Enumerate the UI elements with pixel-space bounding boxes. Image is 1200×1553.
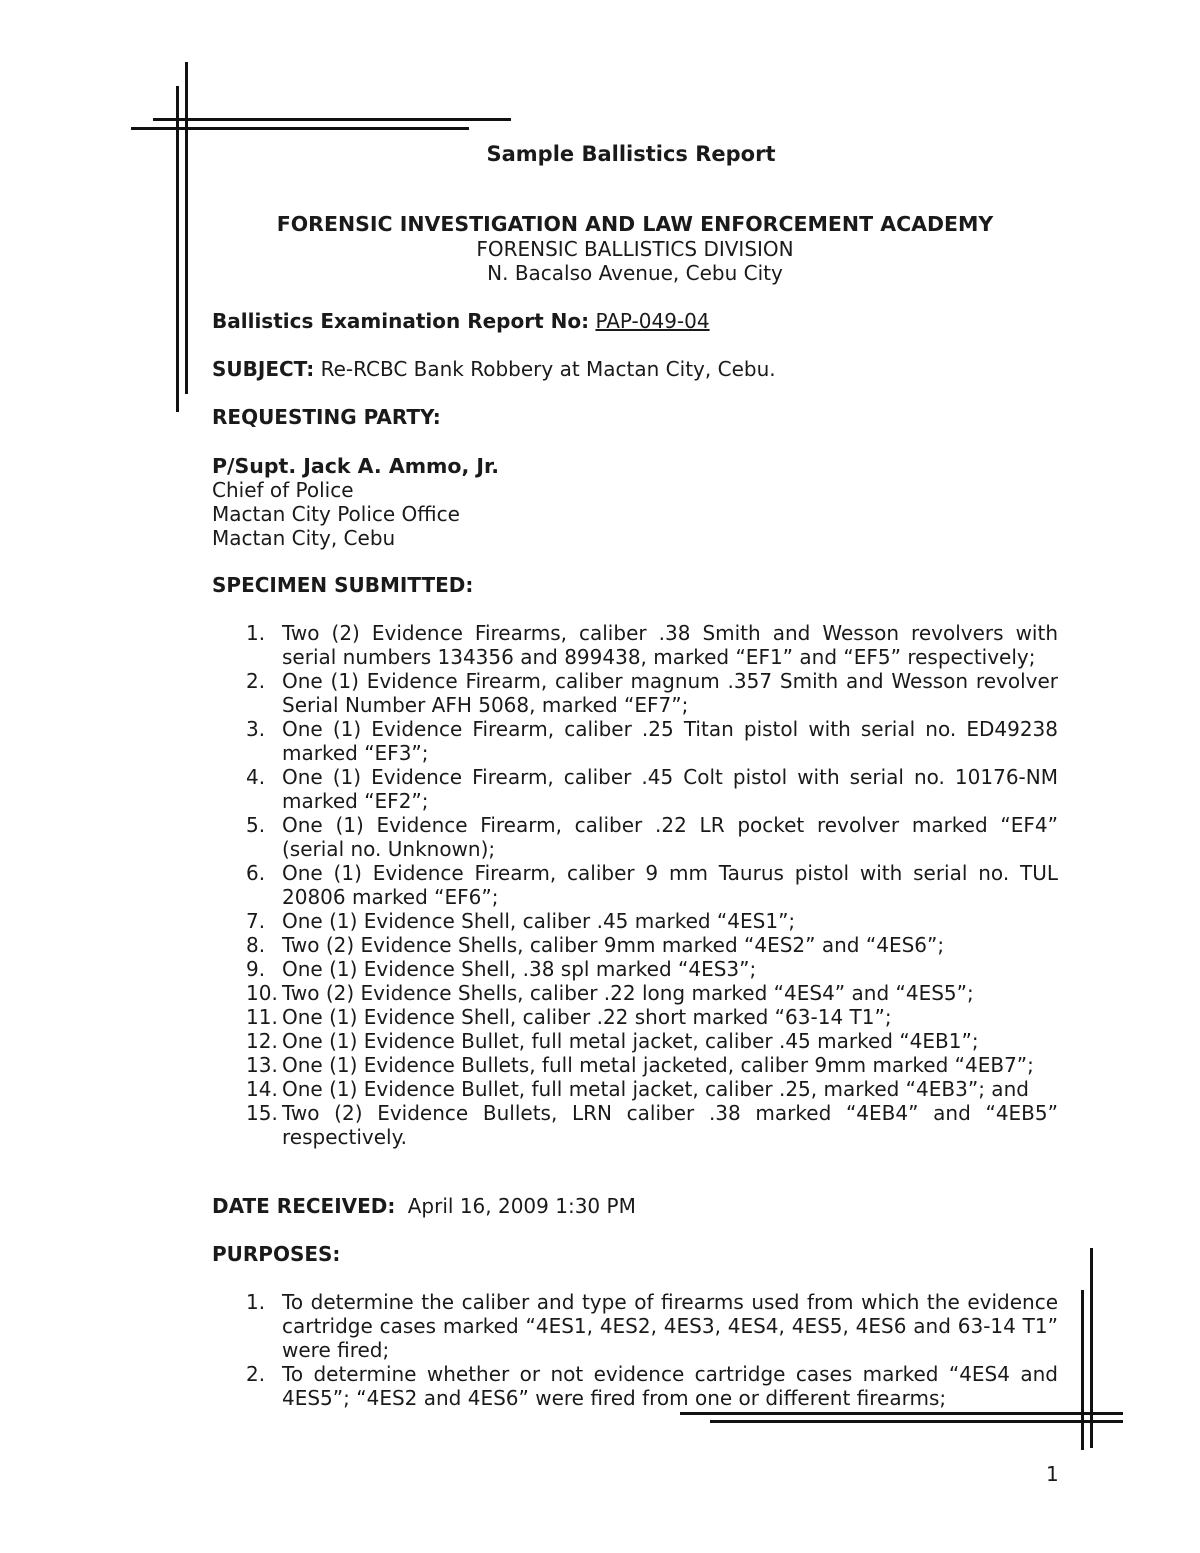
report-number-line bbox=[212, 309, 710, 333]
report-number: PAP-049-04 bbox=[595, 309, 710, 333]
subject-text: Re-RCBC Bank Robbery at Mactan City, Cebu. bbox=[320, 357, 776, 381]
date-received-line bbox=[212, 1194, 636, 1218]
specimen-item-number: 9. bbox=[246, 957, 266, 981]
specimen-item bbox=[0, 1077, 1058, 1101]
specimen-item bbox=[0, 1101, 1058, 1149]
specimen-item bbox=[0, 861, 1058, 909]
purpose-item-number: 1. bbox=[246, 1290, 266, 1314]
division-name: FORENSIC BALLISTICS DIVISION bbox=[476, 237, 794, 261]
specimen-item-text: One (1) Evidence Firearm, caliber 9 mm Taurus pistol with serial no. TUL 20806 marked “EF6”; bbox=[282, 861, 1058, 909]
corner-decoration-bottom-right-horizontal-2 bbox=[710, 1420, 1123, 1423]
specimen-item-number: 3. bbox=[246, 717, 266, 741]
specimen-item-number: 11. bbox=[246, 1005, 278, 1029]
report-number-label: Ballistics Examination Report No: bbox=[212, 309, 590, 333]
specimen-item-number: 15. bbox=[246, 1101, 278, 1125]
specimen-item-number: 6. bbox=[246, 861, 266, 885]
specimen-item bbox=[0, 933, 1058, 957]
address: N. Bacalso Avenue, Cebu City bbox=[487, 261, 783, 285]
specimen-item-number: 10. bbox=[246, 981, 278, 1005]
specimen-item bbox=[0, 621, 1058, 669]
requesting-party-block bbox=[212, 454, 499, 550]
specimen-item bbox=[0, 1005, 1058, 1029]
specimen-item-text: Two (2) Evidence Firearms, caliber .38 Smith and Wesson revolvers with serial numbers 134356 and 899438, marked “EF1” and “EF5” respectively; bbox=[282, 621, 1058, 669]
specimen-item-text: One (1) Evidence Bullet, full metal jacket, caliber .45 marked “4EB1”; bbox=[282, 1029, 979, 1053]
specimen-item-number: 8. bbox=[246, 933, 266, 957]
requesting-party-title: Chief of Police bbox=[212, 478, 354, 502]
specimen-item-text: One (1) Evidence Firearm, caliber .45 Colt pistol with serial no. 10176-NM marked “EF2”; bbox=[282, 765, 1058, 813]
purpose-item bbox=[0, 1290, 1058, 1362]
specimen-item-number: 4. bbox=[246, 765, 266, 789]
page-number: 1 bbox=[1046, 1462, 1059, 1486]
specimen-list bbox=[0, 621, 1200, 1149]
date-received-label: DATE RECEIVED: bbox=[212, 1194, 396, 1218]
specimen-item-number: 2. bbox=[246, 669, 266, 693]
requesting-party-label: REQUESTING PARTY: bbox=[212, 405, 441, 429]
specimen-item-number: 1. bbox=[246, 621, 266, 645]
specimen-item bbox=[0, 1053, 1058, 1077]
subject-label: SUBJECT: bbox=[212, 357, 315, 381]
requesting-party-office: Mactan City Police Office bbox=[212, 502, 460, 526]
purpose-item-number: 2. bbox=[246, 1362, 266, 1386]
purpose-item-text: To determine the caliber and type of firearms used from which the evidence cartridge cases marked “4ES1, 4ES2, 4ES3, 4ES4, 4ES5, 4ES6 and 63-14 T1” were fired; bbox=[282, 1290, 1058, 1362]
purposes-list bbox=[0, 1290, 1200, 1410]
specimen-item-text: One (1) Evidence Bullets, full metal jacketed, caliber 9mm marked “4EB7”; bbox=[282, 1053, 1034, 1077]
purpose-item bbox=[0, 1362, 1058, 1410]
specimen-item-number: 12. bbox=[246, 1029, 278, 1053]
specimen-item bbox=[0, 957, 1058, 981]
specimen-item-text: Two (2) Evidence Bullets, LRN caliber .38 marked “4EB4” and “4EB5” respectively. bbox=[282, 1101, 1058, 1149]
specimen-item-number: 5. bbox=[246, 813, 266, 837]
specimen-label: SPECIMEN SUBMITTED: bbox=[212, 573, 474, 597]
academy-name: FORENSIC INVESTIGATION AND LAW ENFORCEMENT ACADEMY bbox=[276, 212, 994, 236]
specimen-item-text: One (1) Evidence Shell, caliber .45 marked “4ES1”; bbox=[282, 909, 796, 933]
date-received-value: April 16, 2009 1:30 PM bbox=[407, 1194, 636, 1218]
specimen-item-text: One (1) Evidence Bullet, full metal jacket, caliber .25, marked “4EB3”; and bbox=[282, 1077, 1029, 1101]
specimen-item-number: 13. bbox=[246, 1053, 278, 1077]
specimen-item bbox=[0, 813, 1058, 861]
specimen-item-text: One (1) Evidence Shell, .38 spl marked “4ES3”; bbox=[282, 957, 757, 981]
specimen-item bbox=[0, 981, 1058, 1005]
specimen-item bbox=[0, 717, 1058, 765]
specimen-item-text: Two (2) Evidence Shells, caliber 9mm marked “4ES2” and “4ES6”; bbox=[282, 933, 945, 957]
specimen-item-text: One (1) Evidence Firearm, caliber .22 LR pocket revolver marked “EF4” (serial no. Unknown); bbox=[282, 813, 1058, 861]
purpose-item-text: To determine whether or not evidence cartridge cases marked “4ES4 and 4ES5”; “4ES2 and 4ES6” were fired from one or different firearms; bbox=[282, 1362, 1058, 1410]
specimen-item bbox=[0, 765, 1058, 813]
specimen-item bbox=[0, 669, 1058, 717]
corner-decoration-top-left-horizontal-2 bbox=[131, 127, 469, 130]
specimen-item-text: One (1) Evidence Shell, caliber .22 short marked “63-14 T1”; bbox=[282, 1005, 892, 1029]
requesting-party-name: P/Supt. Jack A. Ammo, Jr. bbox=[212, 454, 500, 478]
specimen-item-text: One (1) Evidence Firearm, caliber magnum .357 Smith and Wesson revolver Serial Number AFH 5068, marked “EF7”; bbox=[282, 669, 1058, 717]
specimen-item-number: 14. bbox=[246, 1077, 278, 1101]
specimen-item-number: 7. bbox=[246, 909, 266, 933]
corner-decoration-top-left-horizontal-1 bbox=[153, 118, 511, 121]
subject-line bbox=[212, 357, 776, 381]
requesting-party-location: Mactan City, Cebu bbox=[212, 526, 396, 550]
specimen-item bbox=[0, 1029, 1058, 1053]
specimen-item bbox=[0, 909, 1058, 933]
corner-decoration-bottom-right-horizontal-1 bbox=[680, 1412, 1123, 1415]
specimen-item-text: One (1) Evidence Firearm, caliber .25 Titan pistol with serial no. ED49238 marked “EF3”; bbox=[282, 717, 1058, 765]
page-title: Sample Ballistics Report bbox=[486, 142, 776, 166]
purposes-label: PURPOSES: bbox=[212, 1242, 341, 1266]
specimen-item-text: Two (2) Evidence Shells, caliber .22 long marked “4ES4” and “4ES5”; bbox=[282, 981, 974, 1005]
